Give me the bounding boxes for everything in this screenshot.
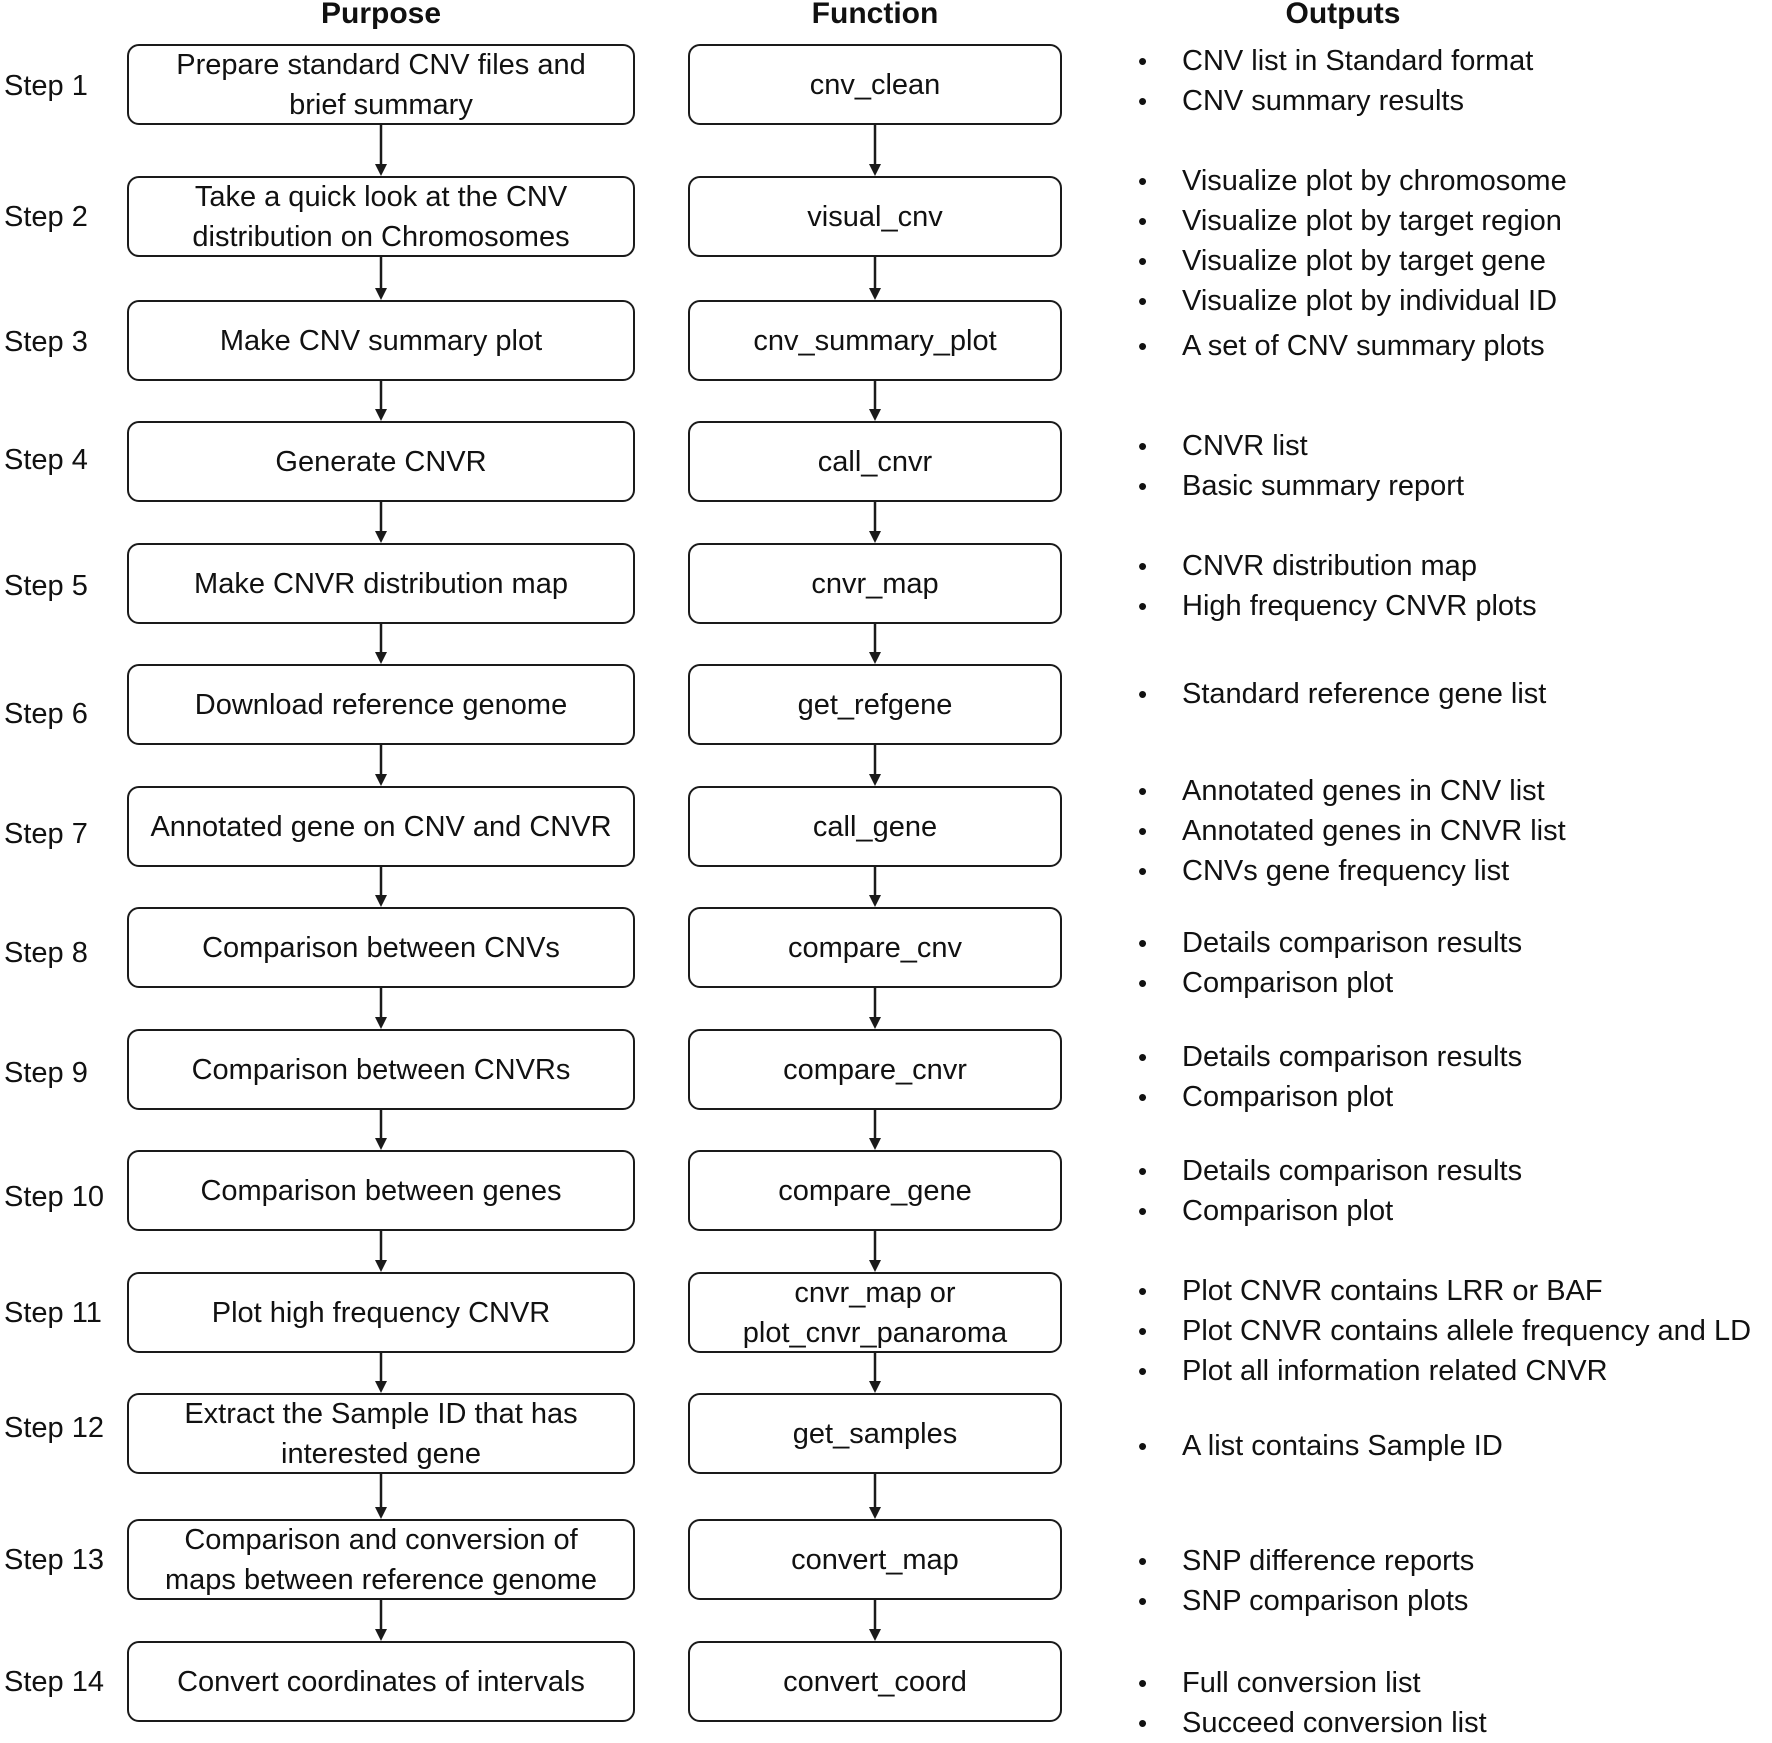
output-item: • CNVs gene frequency list xyxy=(1138,851,1768,891)
purpose-text: Take a quick look at the CNV distribution on Chromosomes xyxy=(192,180,570,253)
output-item: • Comparison plot xyxy=(1138,1191,1768,1231)
output-item: • Visualize plot by individual ID xyxy=(1138,281,1768,321)
function-text: call_gene xyxy=(812,810,938,843)
purpose-text: Comparison between genes xyxy=(200,1174,562,1207)
purpose-box xyxy=(127,176,635,257)
flow-arrow-head xyxy=(869,1381,881,1393)
purpose-text: Annotated gene on CNV and CNVR xyxy=(150,810,612,843)
purpose-text: Comparison between CNVRs xyxy=(191,1053,571,1086)
flow-arrow-head xyxy=(375,1260,387,1272)
purpose-box xyxy=(127,1641,635,1722)
purpose-box xyxy=(127,300,635,381)
purpose-box xyxy=(127,1393,635,1474)
flow-arrow-head xyxy=(375,288,387,300)
purpose-text: Convert coordinates of intervals xyxy=(177,1665,585,1698)
step-label: Step 10 xyxy=(4,1181,104,1213)
function-text: get_samples xyxy=(792,1417,958,1450)
function-box xyxy=(688,176,1062,257)
outputs-header: Outputs xyxy=(1285,0,1401,30)
function-text: convert_map xyxy=(791,1543,959,1576)
purpose-box xyxy=(127,1519,635,1600)
function-box xyxy=(688,1393,1062,1474)
purpose-text: Generate CNVR xyxy=(275,445,487,478)
step-label: Step 2 xyxy=(4,201,88,233)
purpose-box xyxy=(127,421,635,502)
output-item: • Full conversion list xyxy=(1138,1663,1768,1703)
flow-arrow-head xyxy=(869,164,881,176)
step-label: Step 3 xyxy=(4,326,88,358)
purpose-text: Plot high frequency CNVR xyxy=(211,1296,551,1329)
flow-arrow-head xyxy=(375,1381,387,1393)
flow-arrow-head xyxy=(375,1017,387,1029)
outputs-list xyxy=(1138,1663,1768,1743)
purpose-text: Extract the Sample ID that has interested gene xyxy=(184,1397,578,1470)
step-label: Step 14 xyxy=(4,1666,104,1698)
purpose-box xyxy=(127,786,635,867)
function-text: cnvr_map xyxy=(811,567,939,600)
output-item: • A list contains Sample ID xyxy=(1138,1426,1768,1466)
function-header: Function xyxy=(811,0,939,30)
flow-arrow-head xyxy=(375,531,387,543)
purpose-box xyxy=(127,664,635,745)
step-label: Step 7 xyxy=(4,818,88,850)
purpose-text: Prepare standard CNV files and brief summary xyxy=(176,48,586,121)
output-item: • Details comparison results xyxy=(1138,923,1768,963)
outputs-list xyxy=(1138,1271,1768,1391)
flow-arrow-head xyxy=(375,164,387,176)
step-label: Step 1 xyxy=(4,70,88,102)
function-text: cnvr_map or plot_cnvr_panaroma xyxy=(742,1276,1008,1349)
purpose-header: Purpose xyxy=(320,0,442,30)
outputs-list xyxy=(1138,326,1768,366)
outputs-list xyxy=(1138,161,1768,321)
function-text: get_refgene xyxy=(797,688,953,721)
purpose-box xyxy=(127,1150,635,1231)
function-text: compare_gene xyxy=(778,1174,972,1207)
output-item: • Visualize plot by chromosome xyxy=(1138,161,1768,201)
function-box xyxy=(688,300,1062,381)
outputs-list xyxy=(1138,41,1768,121)
outputs-list xyxy=(1138,674,1768,714)
function-box xyxy=(688,543,1062,624)
function-text: call_cnvr xyxy=(817,445,933,478)
output-item: • Details comparison results xyxy=(1138,1037,1768,1077)
output-item: • Visualize plot by target gene xyxy=(1138,241,1768,281)
outputs-list xyxy=(1138,546,1768,626)
flow-arrow-head xyxy=(869,288,881,300)
output-item: • SNP comparison plots xyxy=(1138,1581,1768,1621)
purpose-box xyxy=(127,44,635,125)
outputs-list xyxy=(1138,923,1768,1003)
function-box xyxy=(688,1519,1062,1600)
flow-arrow-head xyxy=(375,652,387,664)
function-box xyxy=(688,786,1062,867)
purpose-text: Make CNV summary plot xyxy=(219,324,543,357)
purpose-box xyxy=(127,1029,635,1110)
function-box xyxy=(688,907,1062,988)
output-item: • Plot CNVR contains allele frequency and LD xyxy=(1138,1311,1768,1351)
output-item: • High frequency CNVR plots xyxy=(1138,586,1768,626)
step-label: Step 6 xyxy=(4,698,88,730)
function-text: compare_cnv xyxy=(787,931,963,964)
flow-arrow-head xyxy=(869,409,881,421)
step-label: Step 4 xyxy=(4,444,88,476)
step-label: Step 12 xyxy=(4,1412,104,1444)
output-item: • CNV summary results xyxy=(1138,81,1768,121)
flow-arrow-head xyxy=(869,895,881,907)
step-label: Step 5 xyxy=(4,570,88,602)
flow-arrow-head xyxy=(375,895,387,907)
flow-arrow-head xyxy=(869,1138,881,1150)
step-label: Step 11 xyxy=(4,1297,102,1329)
flow-arrow-head xyxy=(869,531,881,543)
purpose-box xyxy=(127,1272,635,1353)
flow-arrow-head xyxy=(869,1017,881,1029)
step-label: Step 13 xyxy=(4,1544,104,1576)
purpose-text: Comparison and conversion of maps between reference genome xyxy=(164,1523,598,1596)
flow-arrow-head xyxy=(375,1138,387,1150)
outputs-list xyxy=(1138,426,1768,506)
output-item: • Comparison plot xyxy=(1138,1077,1768,1117)
purpose-box xyxy=(127,907,635,988)
output-item: • A set of CNV summary plots xyxy=(1138,326,1768,366)
output-item: • CNVR list xyxy=(1138,426,1768,466)
function-box xyxy=(688,44,1062,125)
flow-arrow-head xyxy=(869,1260,881,1272)
function-text: convert_coord xyxy=(783,1665,967,1698)
purpose-text: Download reference genome xyxy=(194,688,568,721)
purpose-text: Comparison between CNVs xyxy=(202,931,560,964)
outputs-list xyxy=(1138,1426,1768,1466)
outputs-list xyxy=(1138,771,1768,891)
output-item: • Succeed conversion list xyxy=(1138,1703,1768,1743)
flow-arrow-head xyxy=(375,1507,387,1519)
output-item: • SNP difference reports xyxy=(1138,1541,1768,1581)
output-item: • Plot CNVR contains LRR or BAF xyxy=(1138,1271,1768,1311)
step-label: Step 8 xyxy=(4,937,88,969)
outputs-list xyxy=(1138,1037,1768,1117)
outputs-list xyxy=(1138,1541,1768,1621)
flow-arrow-head xyxy=(375,774,387,786)
step-label: Step 9 xyxy=(4,1057,88,1089)
output-item: • Visualize plot by target region xyxy=(1138,201,1768,241)
output-item: • CNV list in Standard format xyxy=(1138,41,1768,81)
output-item: • Annotated genes in CNV list xyxy=(1138,771,1768,811)
purpose-box xyxy=(127,543,635,624)
function-text: visual_cnv xyxy=(807,200,943,233)
flow-arrow-head xyxy=(375,409,387,421)
function-box xyxy=(688,421,1062,502)
function-box xyxy=(688,1150,1062,1231)
output-item: • Standard reference gene list xyxy=(1138,674,1768,714)
output-item: • Details comparison results xyxy=(1138,1151,1768,1191)
output-item: • Annotated genes in CNVR list xyxy=(1138,811,1768,851)
flow-arrow-head xyxy=(869,1507,881,1519)
output-item: • Comparison plot xyxy=(1138,963,1768,1003)
function-box xyxy=(688,1641,1062,1722)
output-item: • Basic summary report xyxy=(1138,466,1768,506)
function-text: compare_cnvr xyxy=(783,1053,967,1086)
flow-arrow-head xyxy=(869,1629,881,1641)
function-box xyxy=(688,1272,1062,1353)
output-item: • Plot all information related CNVR xyxy=(1138,1351,1768,1391)
flow-arrow-head xyxy=(869,774,881,786)
function-box xyxy=(688,1029,1062,1110)
flow-arrow-head xyxy=(869,652,881,664)
flow-arrow-head xyxy=(375,1629,387,1641)
function-box xyxy=(688,664,1062,745)
function-text: cnv_clean xyxy=(809,68,941,101)
output-item: • CNVR distribution map xyxy=(1138,546,1768,586)
purpose-text: Make CNVR distribution map xyxy=(194,567,568,600)
function-text: cnv_summary_plot xyxy=(753,324,997,357)
outputs-list xyxy=(1138,1151,1768,1231)
